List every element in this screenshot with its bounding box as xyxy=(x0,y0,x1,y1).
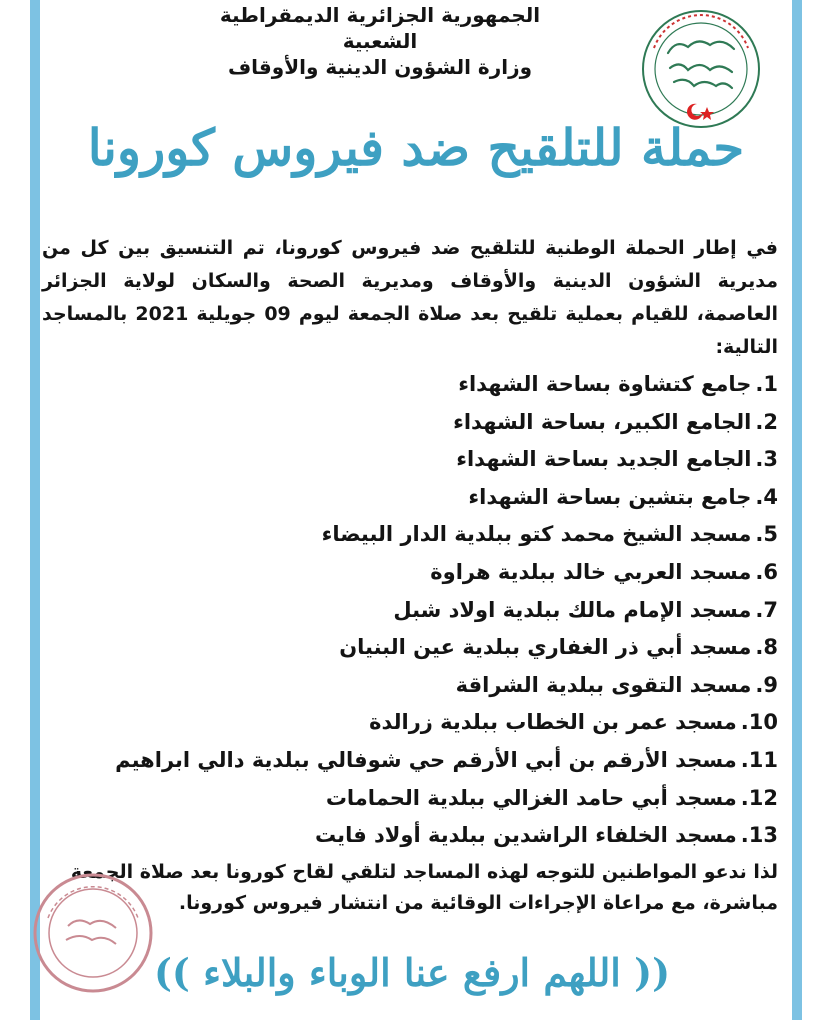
page-border-right xyxy=(792,0,802,1020)
mosque-name: مسجد العربي خالد ببلدية هراوة xyxy=(430,559,752,584)
page-border-left xyxy=(30,0,40,1020)
mosque-name: مسجد أبي حامد الغزالي ببلدية الحمامات xyxy=(325,785,737,810)
mosque-number: 10. xyxy=(740,710,778,735)
mosque-number: 9. xyxy=(755,672,778,697)
mosque-list-item xyxy=(42,366,778,404)
mosque-number: 5. xyxy=(755,522,778,547)
closing-paragraph: لذا ندعو المواطنين للتوجه لهذه المساجد لتلقي لقاح كورونا بعد صلاة الجمعة مباشرة، مع مراعاة الإجراءات الوقائية من انتشار فيروس كورونا. xyxy=(70,860,778,914)
mosque-name: مسجد أبي ذر الغفاري ببلدية عين البنيان xyxy=(339,635,752,660)
mosque-name: مسجد الشيخ محمد كتو ببلدية الدار البيضاء xyxy=(321,522,752,547)
mosque-number: 3. xyxy=(755,447,778,472)
ministry-seal-icon xyxy=(640,8,762,130)
mosque-name: جامع كتشاوة بساحة الشهداء xyxy=(458,372,752,396)
mosque-list-item xyxy=(42,516,778,554)
mosque-name: مسجد التقوى ببلدية الشراقة xyxy=(455,672,752,697)
mosque-name: جامع بتشين بساحة الشهداء xyxy=(468,484,752,509)
page-title: حملة للتلقيح ضد فيروس كورونا xyxy=(87,118,745,177)
mosque-list-item xyxy=(42,817,778,855)
ministry-name: وزارة الشؤون الدينية والأوقاف xyxy=(227,55,533,79)
mosque-list-item xyxy=(42,404,778,442)
document-body xyxy=(42,232,784,919)
mosque-number: 13. xyxy=(740,823,778,848)
mosque-list-item xyxy=(42,704,778,742)
mosque-list-item xyxy=(42,592,778,630)
mosque-number: 8. xyxy=(755,635,778,660)
mosque-name: الجامع الجديد بساحة الشهداء xyxy=(456,447,752,472)
document-page xyxy=(42,0,790,1020)
mosque-name: مسجد الأرقم بن أبي الأرقم حي شوفالي ببلدية دالي ابراهيم xyxy=(115,747,737,772)
mosque-list-item xyxy=(42,479,778,517)
mosque-number: 6. xyxy=(755,559,778,584)
mosque-list-item xyxy=(42,780,778,818)
closing-prayer: (( اللهم ارفع عنا الوباء والبلاء )) xyxy=(153,950,671,995)
mosque-number: 4. xyxy=(755,484,778,509)
mosque-number: 7. xyxy=(755,597,778,622)
mosque-list-item xyxy=(42,629,778,667)
mosque-list-item xyxy=(42,742,778,780)
mosque-number: 2. xyxy=(755,409,778,434)
mosque-list-item xyxy=(42,667,778,705)
document-header xyxy=(210,2,550,80)
mosque-list-item xyxy=(42,441,778,479)
mosque-number: 1. xyxy=(755,372,778,396)
mosque-list-item xyxy=(42,554,778,592)
mosque-name: الجامع الكبير، بساحة الشهداء xyxy=(453,409,752,434)
intro-paragraph: في إطار الحملة الوطنية للتلقيح ضد فيروس كورونا، تم التنسيق بين كل من مديرية الشؤون الدينية والأوقاف ومديرية الصحة والسكان لولاية الجزائر العاصمة، للقيام بعملية تلقيح بعد صلاة الجمعة ليوم 09 جويلية 2021 بالمساجد التالية: xyxy=(42,237,778,358)
mosque-name: مسجد عمر بن الخطاب ببلدية زرالدة xyxy=(369,710,737,735)
country-name: الجمهورية الجزائرية الديمقراطية الشعبية xyxy=(219,3,541,53)
mosque-list xyxy=(42,366,778,855)
mosque-name: مسجد الخلفاء الراشدين ببلدية أولاد فايت xyxy=(314,823,737,848)
mosque-number: 12. xyxy=(740,785,778,810)
official-stamp-icon xyxy=(28,868,158,998)
mosque-name: مسجد الإمام مالك ببلدية اولاد شبل xyxy=(393,597,752,622)
mosque-number: 11. xyxy=(740,747,778,772)
